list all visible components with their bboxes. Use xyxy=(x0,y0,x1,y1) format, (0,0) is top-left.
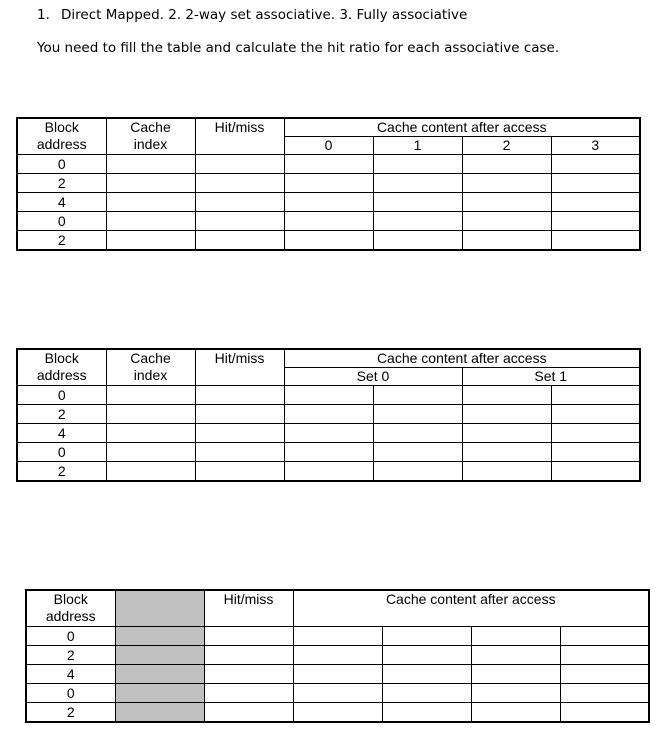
cache-content-cell[interactable] xyxy=(293,646,382,665)
cache-content-cell[interactable] xyxy=(551,424,640,443)
cache-index-header xyxy=(106,349,195,386)
block-address-header xyxy=(17,118,106,155)
hit-miss-cell[interactable] xyxy=(195,424,284,443)
cache-index-cell[interactable] xyxy=(106,386,195,405)
cache-content-cell[interactable] xyxy=(284,174,373,193)
hit-miss-cell[interactable] xyxy=(204,665,293,684)
instruction-text-1: Direct Mapped. 2. 2-way set associative. 3. Fully associative xyxy=(61,7,468,23)
cache-content-cell[interactable] xyxy=(462,231,551,251)
cache-index-cell[interactable] xyxy=(106,462,195,482)
shaded-cell xyxy=(115,684,204,703)
block-address-cell: 2 xyxy=(17,405,106,424)
cache-index-cell[interactable] xyxy=(106,193,195,212)
cache-index-header-line2: index xyxy=(133,136,168,152)
cache-content-cell[interactable] xyxy=(293,703,382,723)
cache-content-cell[interactable] xyxy=(551,155,640,174)
block-address-cell: 2 xyxy=(17,231,106,251)
table-row xyxy=(17,462,640,482)
cache-content-cell[interactable] xyxy=(293,627,382,646)
cache-content-cell[interactable] xyxy=(373,405,462,424)
cache-content-cell[interactable] xyxy=(560,646,649,665)
hit-miss-cell[interactable] xyxy=(195,405,284,424)
cache-content-cell[interactable] xyxy=(551,174,640,193)
cache-index-header-line1: Cache xyxy=(130,350,171,366)
hit-miss-cell[interactable] xyxy=(195,193,284,212)
cache-content-cell[interactable] xyxy=(293,684,382,703)
table-row xyxy=(17,155,640,174)
block-address-header xyxy=(26,590,115,627)
cache-content-cell[interactable] xyxy=(382,646,471,665)
item-number: 1. xyxy=(37,7,50,23)
cache-content-cell[interactable] xyxy=(284,424,373,443)
cache-content-cell[interactable] xyxy=(284,193,373,212)
block-address-cell: 0 xyxy=(26,684,115,703)
cache-content-cell[interactable] xyxy=(373,462,462,482)
cache-content-cell[interactable] xyxy=(382,627,471,646)
table-row xyxy=(17,386,640,405)
cache-content-cell[interactable] xyxy=(462,155,551,174)
cache-content-cell[interactable] xyxy=(284,443,373,462)
cache-content-cell[interactable] xyxy=(560,703,649,723)
cache-content-cell[interactable] xyxy=(284,212,373,231)
shaded-cell xyxy=(115,590,204,627)
cache-content-cell[interactable] xyxy=(551,212,640,231)
block-address-header xyxy=(17,349,106,386)
cache-content-cell[interactable] xyxy=(462,193,551,212)
table-row xyxy=(26,665,649,684)
cache-content-cell[interactable] xyxy=(373,174,462,193)
block-address-cell: 0 xyxy=(17,155,106,174)
cache-content-cell[interactable] xyxy=(551,443,640,462)
shaded-cell xyxy=(115,703,204,723)
hit-miss-header: Hit/miss xyxy=(195,118,284,155)
table-row xyxy=(17,443,640,462)
block-address-cell: 2 xyxy=(17,174,106,193)
block-address-header-line2: address xyxy=(36,367,87,383)
cache-content-cell[interactable] xyxy=(551,386,640,405)
cache-slot-header: 1 xyxy=(373,137,462,155)
set-1-header: Set 1 xyxy=(462,368,640,386)
fully-associative-table xyxy=(25,589,650,723)
hit-miss-cell[interactable] xyxy=(195,231,284,251)
two-way-set-associative-table xyxy=(16,348,641,482)
cache-content-cell[interactable] xyxy=(284,155,373,174)
hit-miss-header: Hit/miss xyxy=(204,590,293,627)
table-row xyxy=(26,703,649,723)
hit-miss-cell[interactable] xyxy=(204,684,293,703)
cache-content-cell[interactable] xyxy=(373,386,462,405)
cache-index-cell[interactable] xyxy=(106,405,195,424)
cache-content-header: Cache content after access xyxy=(293,590,649,627)
table-row xyxy=(17,424,640,443)
cache-content-cell[interactable] xyxy=(471,627,560,646)
block-address-header-line2: address xyxy=(36,136,87,152)
cache-content-cell[interactable] xyxy=(462,386,551,405)
cache-content-cell[interactable] xyxy=(373,424,462,443)
instruction-line-1 xyxy=(37,7,467,23)
cache-content-cell[interactable] xyxy=(462,405,551,424)
block-address-cell: 2 xyxy=(26,703,115,723)
cache-index-cell[interactable] xyxy=(106,231,195,251)
instruction-line-2: You need to fill the table and calculate the hit ratio for each associative case. xyxy=(37,40,560,56)
block-address-cell: 2 xyxy=(26,646,115,665)
shaded-cell xyxy=(115,646,204,665)
table-row xyxy=(17,212,640,231)
table-row xyxy=(17,231,640,251)
cache-index-cell[interactable] xyxy=(106,174,195,193)
hit-miss-cell[interactable] xyxy=(195,443,284,462)
cache-content-cell[interactable] xyxy=(471,646,560,665)
block-address-header-line1: Block xyxy=(53,591,88,607)
block-address-cell: 4 xyxy=(26,665,115,684)
cache-slot-header: 0 xyxy=(284,137,373,155)
hit-miss-cell[interactable] xyxy=(195,212,284,231)
hit-miss-cell[interactable] xyxy=(204,646,293,665)
block-address-cell: 0 xyxy=(26,627,115,646)
cache-content-cell[interactable] xyxy=(462,443,551,462)
cache-index-cell[interactable] xyxy=(106,443,195,462)
block-address-cell: 4 xyxy=(17,424,106,443)
set-0-header: Set 0 xyxy=(284,368,462,386)
cache-content-cell[interactable] xyxy=(373,155,462,174)
cache-content-cell[interactable] xyxy=(560,665,649,684)
cache-slot-header: 3 xyxy=(551,137,640,155)
cache-content-cell[interactable] xyxy=(462,424,551,443)
cache-content-cell[interactable] xyxy=(373,443,462,462)
cache-content-cell[interactable] xyxy=(471,665,560,684)
cache-content-cell[interactable] xyxy=(462,174,551,193)
cache-content-cell[interactable] xyxy=(551,405,640,424)
hit-miss-cell[interactable] xyxy=(195,174,284,193)
block-address-cell: 0 xyxy=(17,386,106,405)
shaded-cell xyxy=(115,665,204,684)
table-row xyxy=(17,405,640,424)
cache-content-cell[interactable] xyxy=(373,231,462,251)
cache-content-cell[interactable] xyxy=(560,684,649,703)
cache-content-cell[interactable] xyxy=(382,703,471,723)
table-row xyxy=(17,174,640,193)
cache-content-cell[interactable] xyxy=(462,462,551,482)
cache-content-header: Cache content after access xyxy=(284,118,640,137)
cache-content-cell[interactable] xyxy=(382,665,471,684)
cache-content-cell[interactable] xyxy=(471,703,560,723)
cache-content-cell[interactable] xyxy=(462,212,551,231)
block-address-header-line1: Block xyxy=(44,350,79,366)
cache-content-cell[interactable] xyxy=(373,193,462,212)
block-address-cell: 2 xyxy=(17,462,106,482)
cache-content-header: Cache content after access xyxy=(284,349,640,368)
block-address-cell: 0 xyxy=(17,443,106,462)
hit-miss-cell[interactable] xyxy=(204,703,293,723)
cache-content-cell[interactable] xyxy=(293,665,382,684)
cache-content-cell[interactable] xyxy=(284,462,373,482)
cache-content-cell[interactable] xyxy=(284,386,373,405)
cache-index-header xyxy=(106,118,195,155)
hit-miss-cell[interactable] xyxy=(195,386,284,405)
cache-content-cell[interactable] xyxy=(551,231,640,251)
cache-slot-header: 2 xyxy=(462,137,551,155)
cache-index-header-line1: Cache xyxy=(130,119,171,135)
block-address-cell: 4 xyxy=(17,193,106,212)
table-row xyxy=(26,646,649,665)
cache-content-cell[interactable] xyxy=(373,212,462,231)
direct-mapped-table xyxy=(16,117,641,251)
cache-content-cell[interactable] xyxy=(471,684,560,703)
table-row xyxy=(26,684,649,703)
cache-content-cell[interactable] xyxy=(284,405,373,424)
cache-index-cell[interactable] xyxy=(106,155,195,174)
cache-content-cell[interactable] xyxy=(551,462,640,482)
cache-content-cell[interactable] xyxy=(382,684,471,703)
hit-miss-header: Hit/miss xyxy=(195,349,284,386)
block-address-cell: 0 xyxy=(17,212,106,231)
cache-index-cell[interactable] xyxy=(106,212,195,231)
cache-index-cell[interactable] xyxy=(106,424,195,443)
hit-miss-cell[interactable] xyxy=(195,462,284,482)
cache-content-cell[interactable] xyxy=(560,627,649,646)
shaded-cell xyxy=(115,627,204,646)
hit-miss-cell[interactable] xyxy=(204,627,293,646)
cache-index-header-line2: index xyxy=(133,367,168,383)
cache-content-cell[interactable] xyxy=(284,231,373,251)
block-address-header-line2: address xyxy=(45,608,96,624)
hit-miss-cell[interactable] xyxy=(195,155,284,174)
cache-content-cell[interactable] xyxy=(551,193,640,212)
block-address-header-line1: Block xyxy=(44,119,79,135)
table-row xyxy=(26,627,649,646)
table-row xyxy=(17,193,640,212)
